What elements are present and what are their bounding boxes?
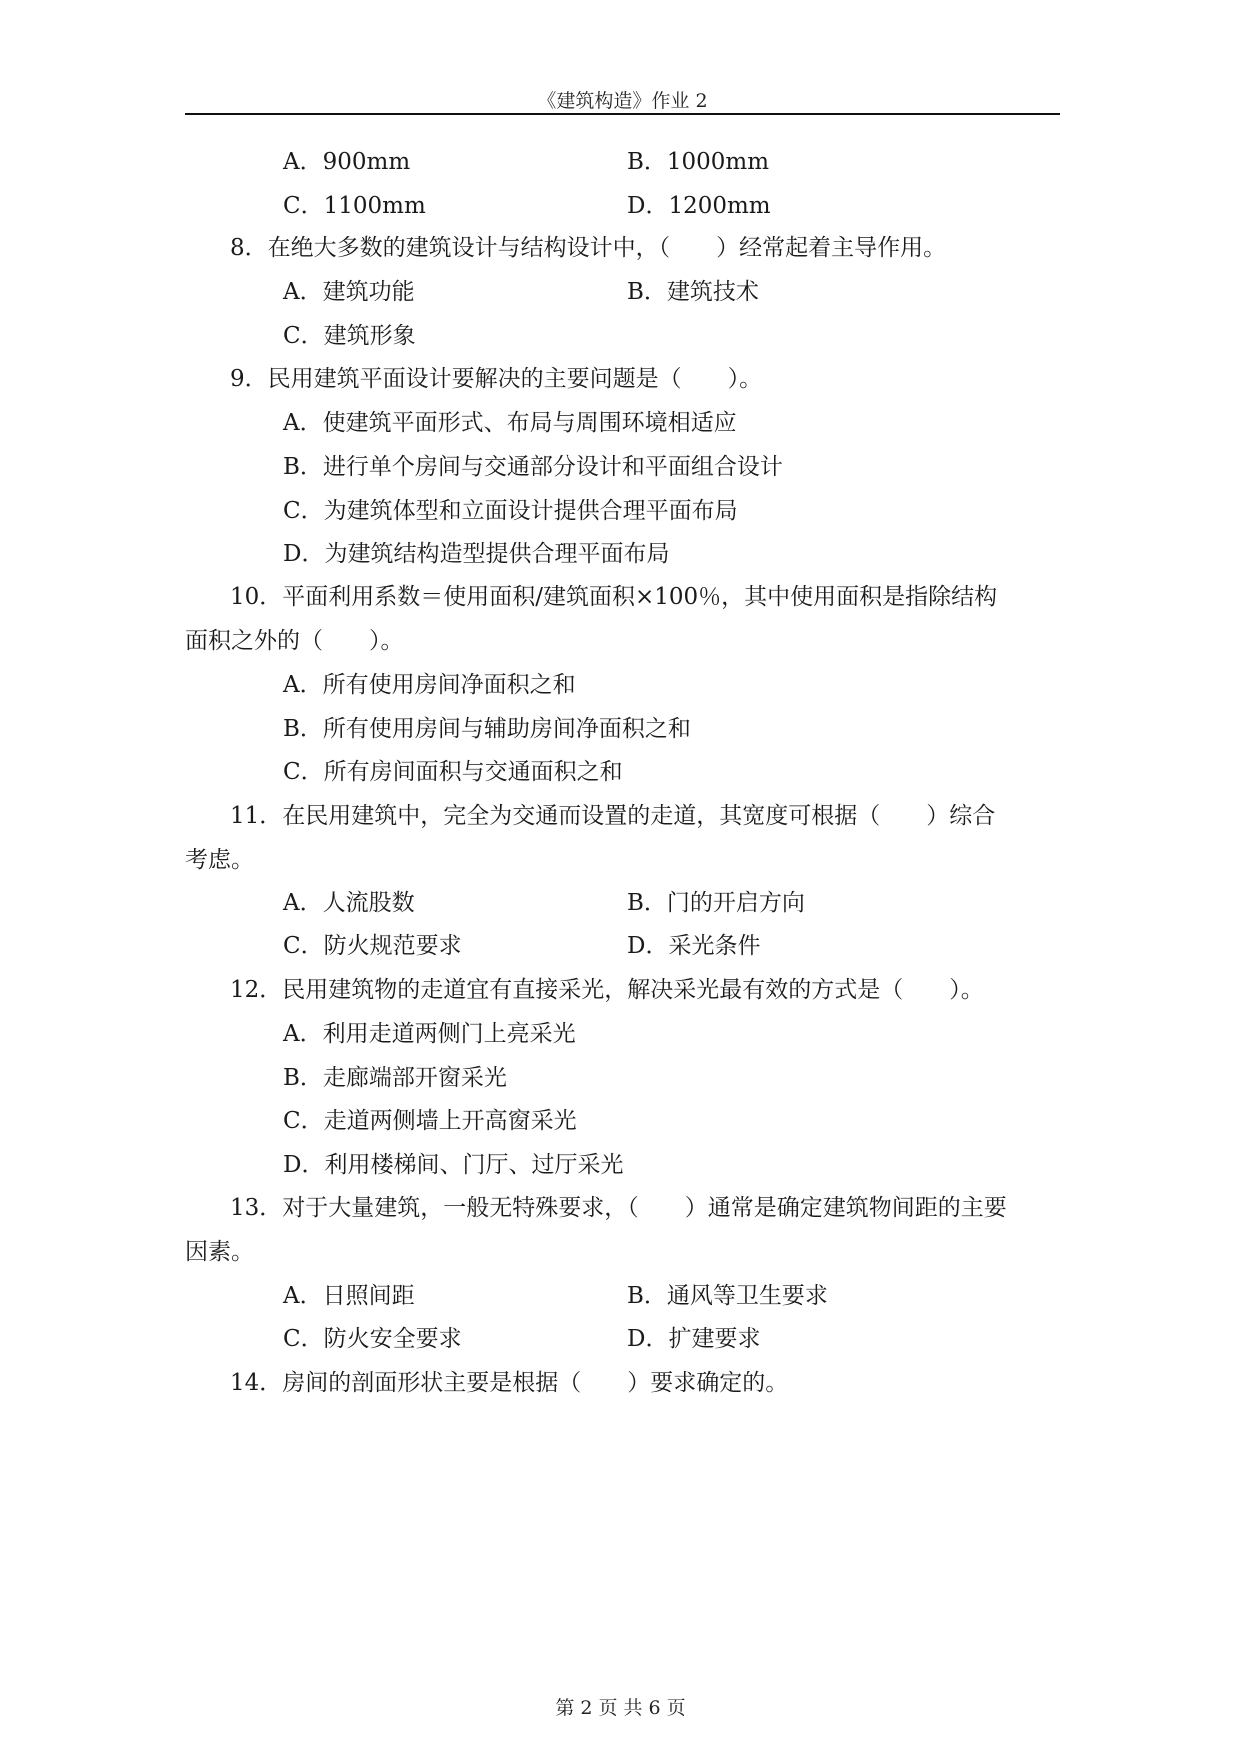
- answer-option: A．建筑功能: [283, 279, 415, 305]
- answer-option: B．门的开启方向: [627, 890, 805, 916]
- question-text: 9．民用建筑平面设计要解决的主要问题是（ ）。: [230, 366, 763, 392]
- answer-option: B．1000mm: [627, 149, 770, 175]
- answer-option: D．利用楼梯间、门厅、过厅采光: [283, 1152, 624, 1178]
- answer-option: C．所有房间面积与交通面积之和: [283, 759, 623, 785]
- question-text: 12．民用建筑物的走道宜有直接采光，解决采光最有效的方式是（ ）。: [230, 977, 984, 1003]
- answer-option: D．为建筑结构造型提供合理平面布局: [283, 541, 670, 567]
- answer-option: B．进行单个房间与交通部分设计和平面组合设计: [283, 454, 783, 480]
- answer-option: C．走道两侧墙上开高窗采光: [283, 1108, 577, 1134]
- answer-option: B．所有使用房间与辅助房间净面积之和: [283, 716, 691, 742]
- answer-option: A．日照间距: [283, 1283, 415, 1309]
- question-continuation: 面积之外的（ ）。: [185, 628, 404, 654]
- question-text: 10．平面利用系数＝使用面积/建筑面积×100％，其中使用面积是指除结构: [230, 584, 998, 610]
- answer-option: C．建筑形象: [283, 323, 416, 349]
- question-text: 11．在民用建筑中，完全为交通而设置的走道，其宽度可根据（ ）综合: [230, 803, 996, 829]
- answer-option: B．建筑技术: [627, 279, 759, 305]
- question-text: 13．对于大量建筑，一般无特殊要求，（ ）通常是确定建筑物间距的主要: [230, 1195, 1007, 1221]
- answer-option: C．1100mm: [283, 193, 426, 219]
- answer-option: C．为建筑体型和立面设计提供合理平面布局: [283, 498, 738, 524]
- answer-option: D．扩建要求: [627, 1326, 761, 1352]
- question-continuation: 因素。: [185, 1239, 254, 1265]
- answer-option: A．900mm: [283, 149, 411, 175]
- answer-option: D．1200mm: [627, 193, 771, 219]
- answer-option: A．所有使用房间净面积之和: [283, 672, 576, 698]
- answer-option: A．利用走道两侧门上亮采光: [283, 1021, 576, 1047]
- answer-option: C．防火安全要求: [283, 1326, 462, 1352]
- answer-option: A．使建筑平面形式、布局与周围环境相适应: [283, 410, 737, 436]
- answer-option: A．人流股数: [283, 890, 415, 916]
- answer-option: B．走廊端部开窗采光: [283, 1065, 507, 1091]
- running-header: 《建筑构造》作业 2: [537, 90, 708, 112]
- answer-option: B．通风等卫生要求: [627, 1283, 828, 1309]
- page-footer: 第 2 页 共 6 页: [555, 1697, 686, 1719]
- question-text: 14．房间的剖面形状主要是根据（ ）要求确定的。: [230, 1370, 789, 1396]
- question-text: 8．在绝大多数的建筑设计与结构设计中，（ ）经常起着主导作用。: [230, 235, 947, 261]
- answer-option: D．采光条件: [627, 933, 761, 959]
- question-continuation: 考虑。: [185, 847, 254, 873]
- answer-option: C．防火规范要求: [283, 933, 462, 959]
